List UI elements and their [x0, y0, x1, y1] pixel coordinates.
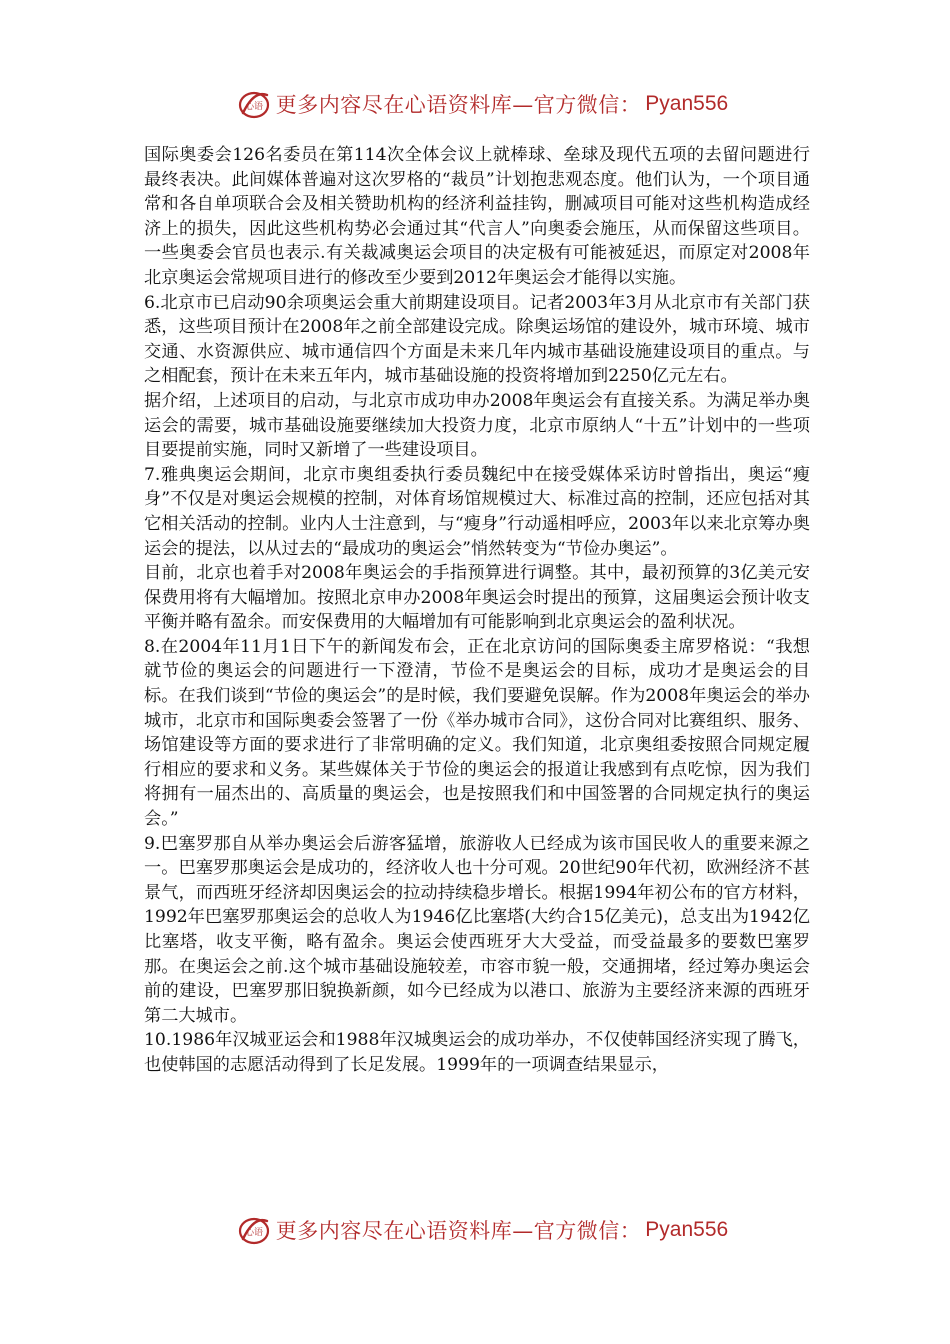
paragraph: 8.在2004年11月1日下午的新闻发布会，正在北京访问的国际奥委主席罗格说：“我想就节俭的奥运会的问题进行一下澄清，节俭不是奥运会的目标，成功才是奥运会的目标。在我们谈到“节俭的奥运会”的是时候，我们要避免误解。作为2008年奥运会的举办城市，北京市和国际奥委会签署了一份《举办城市合同》，这份合同对比赛组织、服务、场馆建设等方面的要求进行了非常明确的定义。我们知道，北京奥组委按照合同规定履行相应的要求和义务。某些媒体关于节俭的奥运会的报道让我感到有点吃惊，因为我们将拥有一届杰出的、高质量的奥运会，也是按照我们和中国签署的合同规定执行的奥运会。”	[144, 636, 810, 830]
header-banner-content	[236, 86, 728, 122]
paragraph: 9.巴塞罗那自从举办奥运会后游客猛增，旅游收人已经成为该市国民收人的重要来源之一。巴塞罗那奥运会是成功的，经济收人也十分可观。20世纪90年代初，欧洲经济不甚景气，而西班牙经济却因奥运会的拉动持续稳步增长。根据1994年初公布的官方材料，1992年巴塞罗那奥运会的总收人为1946亿比塞塔(大约合15亿美元)，总支出为1942亿比塞塔，收支平衡，略有盈余。奥运会使西班牙大大受益，而受益最多的要数巴塞罗那。在奥运会之前.这个城市基础设施较差，市容市貌一般，交通拥堵，经过筹办奥运会前的建设，巴塞罗那旧貌换新颜，如今已经成为以港口、旅游为主要经济来源的西班牙第二大城市。	[144, 833, 810, 1026]
paragraph: 据介绍，上述项目的启动，与北京市成功申办2008年奥运会有直接关系。为满足举办奥运会的需要，城市基础设施要继续加大投资力度，北京市原纳人“十五”计划中的一些项目要提前实施，同时又新增了一些建设项目。	[144, 390, 810, 461]
logo-text: 心语	[244, 102, 263, 112]
footer-banner-text: 更多内容尽在心语资料库—官方微信：	[275, 1219, 642, 1243]
header-banner-text: 更多内容尽在心语资料库—官方微信：	[275, 93, 642, 117]
header-wechat-id: Pyan556	[645, 92, 729, 115]
footer-wechat-id: Pyan556	[645, 1218, 729, 1241]
paragraph: 10.1986年汉城亚运会和1988年汉城奥运会的成功举办，不仅使韩国经济实现了腾飞，也使韩国的志愿活动得到了长足发展。1999年的一项调查结果显示，	[144, 1030, 810, 1075]
paragraph: 目前，北京也着手对2008年奥运会的手指预算进行调整。其中，最初预算的3亿美元安保费用将有大幅增加。按照北京申办2008年奥运会时提出的预算，这届奥运会预计收支平衡并略有盈余。而安保费用的大幅增加有可能影响到北京奥运会的盈利状况。	[144, 563, 810, 633]
xinyu-logo-icon	[236, 86, 272, 122]
document-body	[144, 143, 810, 1078]
header-banner	[0, 82, 950, 126]
paragraph: 6.北京市已启动90余项奥运会重大前期建设项目。记者2003年3月从北京市有关部门获悉，这些项目预计在2008年之前全部建设完成。除奥运场馆的建设外，城市环境、城市交通、水资源供应、城市通信四个方面是未来几年内城市基础设施建设项目的重点。与之相配套，预计在未来五年内，城市基础设施的投资将增加到2250亿元左右。	[144, 292, 810, 387]
footer-banner-content	[236, 1212, 728, 1248]
logo-text: 心语	[244, 1228, 263, 1238]
paragraph: 7.雅典奥运会期间，北京市奥组委执行委员魏纪中在接受媒体采访时曾指出，奥运“瘦身”不仅是对奥运会规模的控制，对体育场馆规模过大、标准过高的控制，还应包括对其它相关活动的控制。业内人士注意到，与“瘦身”行动遥相呼应，2003年以来北京筹办奥运会的提法，以从过去的“最成功的奥运会”悄然转变为“节俭办奥运”。	[144, 464, 810, 559]
paragraph: 国际奥委会126名委员在第114次全体会议上就棒球、垒球及现代五项的去留问题进行最终表决。此间媒体普遍对这次罗格的“裁员”计划抱悲观态度。他们认为，一个项目通常和各自单项联合会及相关赞助机构的经济利益挂钩，删减项目可能对这些机构造成经济上的损失，因此这些机构势必会通过其“代言人”向奥委会施压，从而保留这些项目。一些奥委会官员也表示.有关裁减奥运会项目的决定极有可能被延迟，而原定对2008年北京奥运会常规项目进行的修改至少要到2012年奥运会才能得以实施。	[144, 145, 810, 288]
xinyu-logo-icon	[236, 1212, 272, 1248]
footer-banner	[0, 1208, 950, 1252]
